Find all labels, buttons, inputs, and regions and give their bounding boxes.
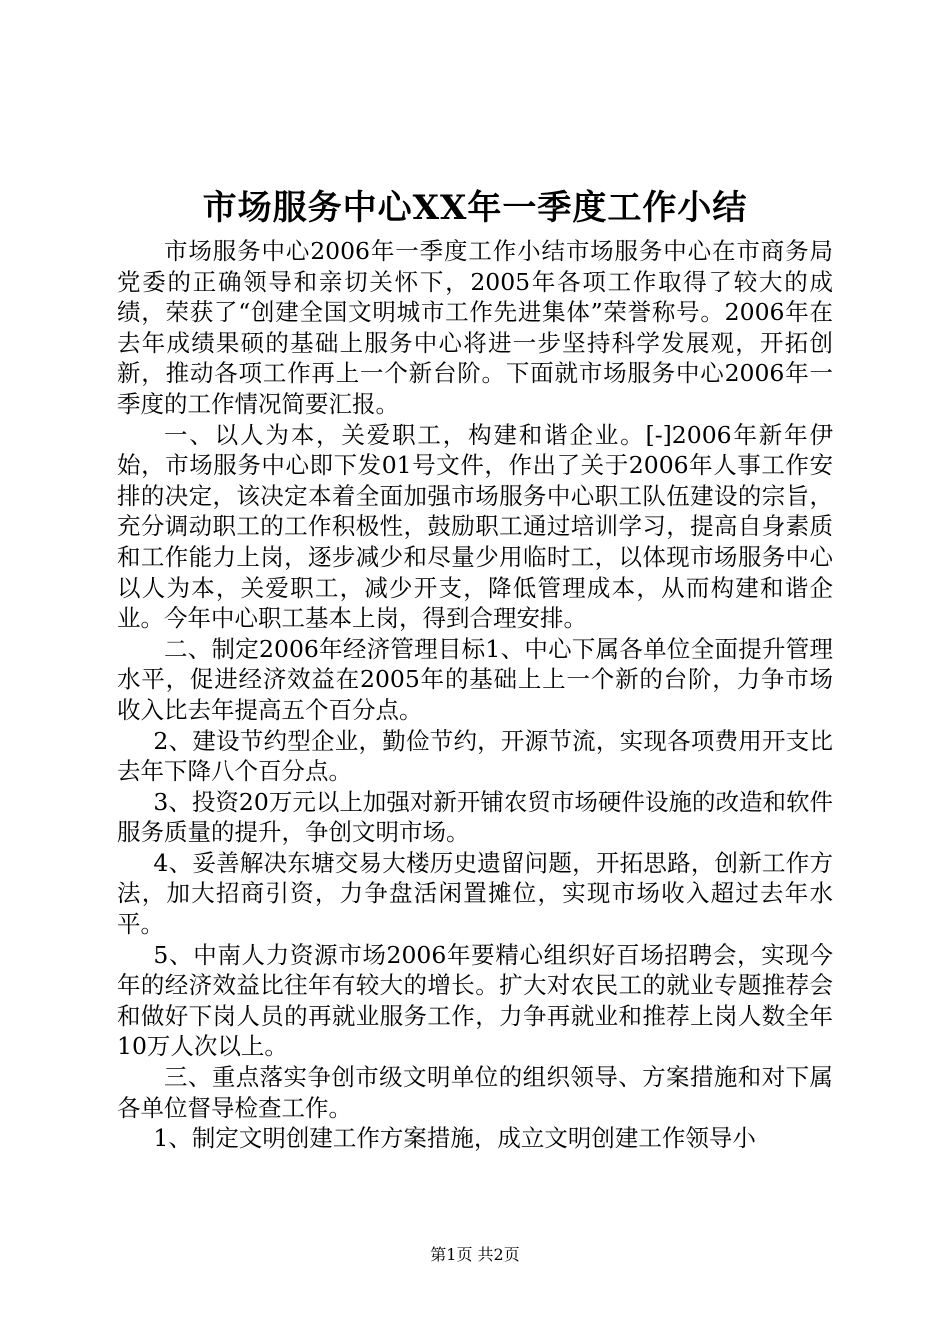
paragraph-item-2: 2、建设节约型企业，勤俭节约，开源节流，实现各项费用开支比去年下降八个百分点。 (117, 726, 833, 786)
paragraph-intro: 市场服务中心2006年一季度工作小结市场服务中心在市商务局党委的正确领导和亲切关怀下，2005年各项工作取得了较大的成绩，荣获了“创建全国文明城市工作先进集体”荣誉称号。2006年在去年成绩果硕的基础上服务中心将进一步坚持科学发展观，开拓创新，推动各项工作再上一个新台阶。下面就市场服务中心2006年一季度的工作情况简要汇报。 (117, 237, 833, 418)
paragraph-section-3: 三、重点落实争创市级文明单位的组织领导、方案措施和对下属各单位督导检查工作。 (117, 1063, 833, 1122)
document-body (117, 236, 833, 1154)
paragraph-item-1: 1、制定文明创建工作方案措施，成立文明创建工作领导小 (153, 1124, 756, 1153)
paragraph-section-1: 一、以人为本，关爱职工，构建和谐企业。[-]2006年新年伊始，市场服务中心即下发01号文件，作出了关于2006年人事工作安排的决定，该决定本着全面加强市场服务中心职工队伍建设的宗旨，充分调动职工的工作积极性，鼓励职工通过培训学习，提高自身素质和工作能力上岗，逐步减少和尽量少用临时工，以体现市场服务中心以人为本，关爱职工，减少开支，降低管理成本，从而构建和谐企业。今年中心职工基本上岗，得到合理安排。 (117, 420, 833, 633)
paragraph-section-2: 二、制定2006年经济管理目标1、中心下属各单位全面提升管理水平，促进经济效益在2005年的基础上上一个新的台阶，力争市场收入比去年提高五个百分点。 (117, 634, 833, 724)
paragraph-item-4: 4、妥善解决东塘交易大楼历史遗留问题，开拓思路，创新工作方法，加大招商引资，力争盘活闲置摊位，实现市场收入超过去年水平。 (117, 848, 833, 939)
paragraph-item-3: 3、投资20万元以上加强对新开铺农贸市场硬件设施的改造和软件服务质量的提升，争创文明市场。 (117, 787, 833, 847)
page-footer: 第1页 共2页 (430, 1245, 520, 1264)
paragraph-item-5: 5、中南人力资源市场2006年要精心组织好百场招聘会，实现今年的经济效益比往年有较大的增长。扩大对农民工的就业专题推荐会和做好下岗人员的再就业服务工作，力争再就业和推荐上岗人数全年10万人次以上。 (117, 940, 833, 1061)
document-title: 市场服务中心XX年一季度工作小结 (202, 188, 748, 228)
